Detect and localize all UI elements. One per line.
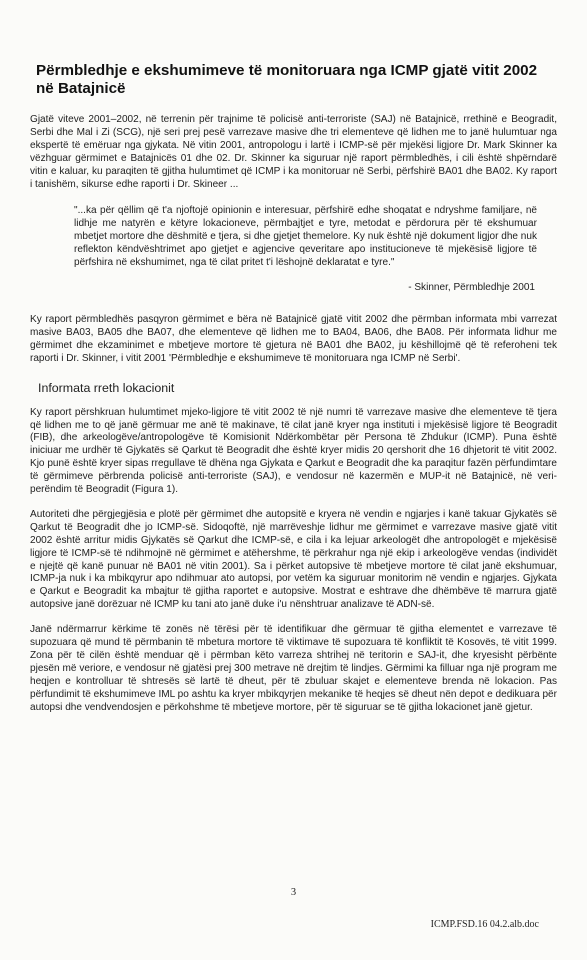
intro-paragraph-2: Ky raport përmbledhës pasqyron gërmimet e bëra në Batajnicë gjatë vitit 2002 dhe përmban informata mbi varrezat masive BA03, BA05 dhe BA07, dhe elementeve që lidhen me to BA04, BA06, dhe BA08. Për informata lidhur me gërmimet dhe ekzaminimet e mbetjeve mortore të gjetura në BA01 dhe BA02, ju këshillojmë që të referoheni tek raporti i Dr. Skinner, i vitit 2001 'Përmbledhje e ekshumimeve të monitoruara nga ICMP në Serbi'. — [30, 313, 557, 364]
document-reference: ICMP.FSD.16 04.2.alb.doc — [430, 919, 539, 930]
block-quote: "...ka për qëllim që t'a njoftojë opinionin e interesuar, përfshirë edhe shoqatat e ndryshme familjare, në lidhje me natyrën e këtyre lokacioneve, përmbajtjet e tyre, metodat e përdorura për të ekshumuar mbetjet mortore dhe dëshmitë e tjera, si dhe gjetjet themelore. Ky nuk është një dokument ligjor dhe nuk reflekton këndvështrimet apo gjetjet e agjencive qeveritare apo institucioneve të mjekësisë ligjore të përfshira në ekshumimet, nga të cilat pritet t'i lëshojnë deklaratat e tyre." — [74, 205, 537, 269]
section-paragraph-1: Ky raport përshkruan hulumtimet mjeko-ligjore të vitit 2002 të një numri të varrezave masive dhe elementeve të tjera që lidhen me to që janë gërmuar me anë të makinave, të cilat janë kryer nga instituti i mjekësisë ligjore të Beogradit (FIB), dhe arkeologëve/antropologëve të Komisionit Ndërkombëtar për Persona të Zhdukur (ICMP). Puna është iniciuar me urdhër të Gjykatës së Qarkut të Beogradit dhe është kryer midis 20 qershorit dhe 16 dhjetorit të vitit 2002. Kjo punë është kryer sipas rregullave të dhëna nga Gjykata e Qarkut e Beogradit dhe ka paraqitur fazën përfundimtare të gërmimeve përbrenda policisë anti-terroriste (SAJ), e vendosur në kazermën e MUP-it në Batajnicë, në veri-perëndim të Beogradit (Figura 1). — [30, 406, 557, 496]
section-heading: Informata rreth lokacionit — [38, 380, 175, 395]
section-paragraph-3: Janë ndërmarrur kërkime të zonës në tërësi për të identifikuar dhe gërmuar të gjitha elementet e varrezave të supozuara që mund të përmbanin të mbetura mortore të viktimave të supozuara të konfliktit të Kosovës, të vitit 1999. Zona për të cilën është menduar që i përmban këto varreza shtrihej në teritorin e SAJ-it, dhe kryesisht përbënte pjesën më veriore, e vendosur në gjatësi prej 300 metrave në drejtim të lindjes. Gërmimi ka filluar nga një program me heqjen e kontrolluar të shtresës së lartë të dheut, për të zbuluar skajet e elementeve brenda në lokacion. Pas përfundimit të ekshumimeve IML po ashtu ka kryer mbikqyrjen mekanike të heqjes së dheut nën depot e dedikuara për autopsi dhe vendvendosjen e përkohshme të mbetjeve mortore, për të siguruar se të gjitha lokacionet janë gjetur. — [30, 624, 557, 713]
quote-attribution: - Skinner, Përmbledhje 2001 — [408, 281, 535, 293]
document-title: Përmbledhje e ekshumimeve të monitoruara nga ICMP gjatë vitit 2002 në Batajnicë — [36, 62, 538, 97]
page-number: 3 — [290, 887, 297, 898]
intro-paragraph-1: Gjatë viteve 2001–2002, në terrenin për trajnime të policisë anti-terroriste (SAJ) në Batajnicë, rrethinë e Beogradit, Serbi dhe Mal i Zi (SCG), një seri prej pesë varrezave masive dhe tri elementeve që lidhen me to janë hulumtuar nga ekspertë të emëruar nga gjykata. Në vitin 2001, antropologu i lartë i ICMP-së për mjekësi ligjore Dr. Mark Skinner ka vëzhguar gërmimet e Batajnicës 01 dhe 02. Dr. Skinner ka siguruar një raport përmbledhës, i cili është shpërndarë vitin e kaluar, ku paraqiten të gjitha hulumtimet që ICMP i ka monitoruar në Serbi, përfshirë BA01 dhe BA02. Ky raport i tanishëm, sikurse edhe raporti i Dr. Skineer ... — [30, 114, 557, 190]
section-paragraph-2: Autoriteti dhe përgjegjësia e plotë për gërmimet dhe autopsitë e kryera në vendin e ngjarjes i kanë takuar Gjykatës së Qarkut të Beogradit dhe jo ICMP-së. Sidoqoftë, një marrëveshje lidhur me gërmimet e varrezave masive gjatë vitit 2002 është arritur midis Gjykatës së Qarkut dhe ICMP-së, e cila i ka lejuar arkeologët dhe antropologët e mjekësisë ligjore të ICMP-së të ndihmojnë në gërmimet e atëhershme, të përkrahur nga një ekip i arkeologëve vendas (individët e njejtë që kanë punuar në BA01 në vitin 2001). Sa i përket autopsive të mbetjeve mortore të cilat janë ekshumuar, ICMP-ja nuk i ka mbikqyrur apo ndihmuar ato autopsi, por vetëm ka siguruar monitorim në vendin e ngjarjes. Gjykata e Qarkut e Beogradit ka mbajtur të gjitha raportet e autopsive. Mostrat e eshtrave dhe dhëmbëve të marrura gjatë autopsive janë dorëzuar në ICMP ku tani ato janë duke i'u nënshtruar analizave të ADN-së. — [30, 508, 557, 611]
